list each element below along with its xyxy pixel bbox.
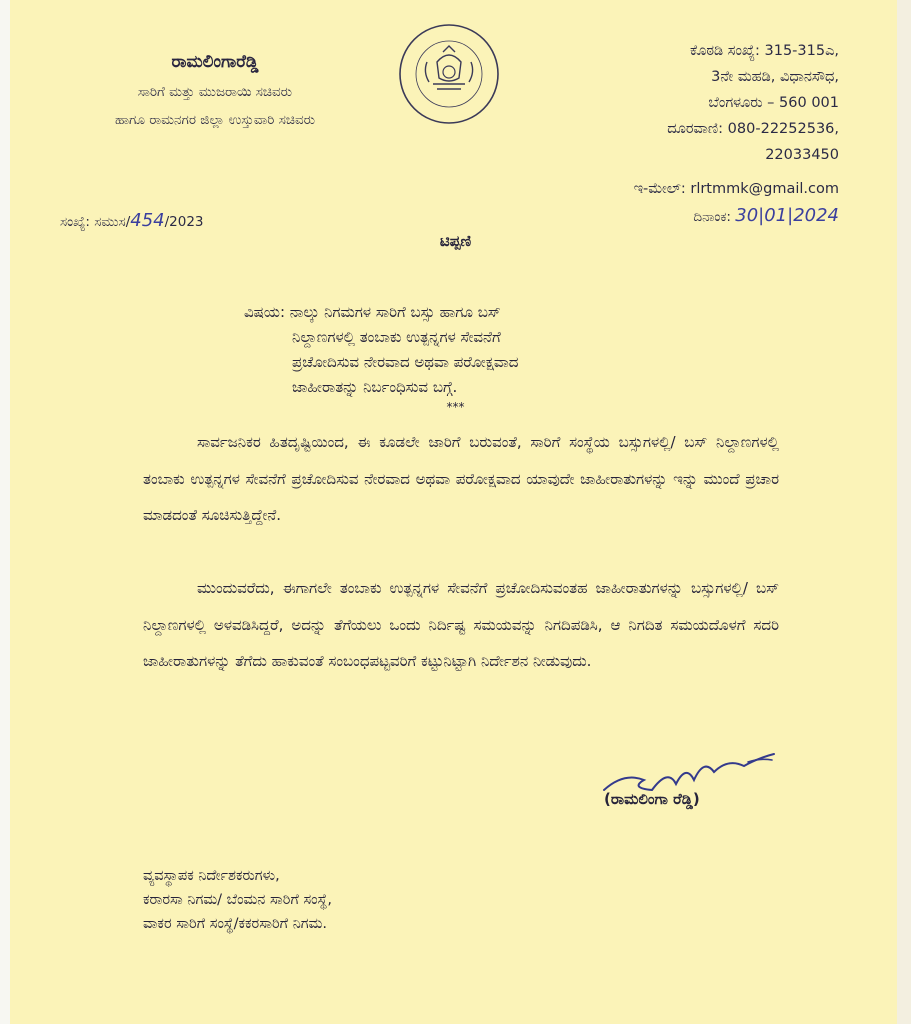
phone-number: ದೂರವಾಣಿ: 080-22252536, xyxy=(667,121,839,137)
body-paragraph-2: ಮುಂದುವರೆದು, ಈಗಾಗಲೇ ತಂಬಾಕು ಉತ್ಪನ್ನಗಳ ಸೇವನೆಗೆ ಪ್ರಚೋದಿಸುವಂತಹ ಜಾಹೀರಾತುಗಳನ್ನು ಬಸ್ಸುಗಳಲ್ಲಿ/ ಬಸ್ ನಿಲ್ದಾಣಗಳಲ್ಲಿ ಅಳವಡಿಸಿದ್ದರೆ, ಅದನ್ನು ತೆಗೆಯಲು ಒಂದು ನಿರ್ದಿಷ್ಟ ಸಮಯವನ್ನು ನಿಗದಿಪಡಿಸಿ, ಆ ನಿಗದಿತ ಸಮಯದೊಳಗೆ ಸದರಿ ಜಾಹೀರಾತುಗಳನ್ನು ತೆಗೆದು ಹಾಕುವಂತೆ ಸಂಬಂಧಪಟ್ಟವರಿಗೆ ಕಟ್ಟುನಿಟ್ಟಾಗಿ ನಿರ್ದೇಶನ ನೀಡುವುದು. xyxy=(143,579,779,670)
recipient-line-1: ವ್ಯವಸ್ಥಾಪಕ ನಿರ್ದೇಶಕರುಗಳು, xyxy=(143,868,280,884)
section-separator: *** xyxy=(446,400,465,414)
subject-line-4: ಜಾಹೀರಾತನ್ನು ನಿರ್ಬಂಧಿಸುವ ಬಗ್ಗೆ. xyxy=(292,378,458,396)
subject-line-1: ವಿಷಯ: ನಾಲ್ಕು ನಿಗಮಗಳ ಸಾರಿಗೆ ಬಸ್ಸು ಹಾಗೂ ಬಸ್ xyxy=(244,303,501,321)
recipient-line-3: ವಾಕರ ಸಾರಿಗೆ ಸಂಸ್ಥೆ/ಕಕರಸಾರಿಗೆ ನಿಗಮ. xyxy=(143,916,328,932)
reference-number xyxy=(60,210,204,231)
memo-date xyxy=(693,205,839,226)
letterhead-contact xyxy=(634,38,839,202)
date-handwritten-value: 30|01|2024 xyxy=(735,205,839,226)
subject-block xyxy=(244,300,518,400)
sender-designation-1: ಸಾರಿಗೆ ಮತ್ತು ಮುಜರಾಯಿ ಸಚಿವರು xyxy=(137,84,293,100)
date-label: ದಿನಾಂಕ: xyxy=(693,209,731,225)
document-title: ಟಿಪ್ಪಣಿ xyxy=(439,232,472,250)
signatory-name: (ರಾಮಲಿಂಗಾ ರೆಡ್ಡಿ) xyxy=(604,790,700,808)
subject-line-3: ಪ್ರಚೋದಿಸುವ ನೇರವಾದ ಅಥವಾ ಪರೋಕ್ಷವಾದ xyxy=(292,353,519,371)
subject-line-2: ನಿಲ್ದಾಣಗಳಲ್ಲಿ ತಂಬಾಕು ಉತ್ಪನ್ನಗಳ ಸೇವನೆಗೆ xyxy=(292,328,501,346)
scan-edge-right xyxy=(897,0,911,1024)
reference-year: /2023 xyxy=(164,214,204,230)
reference-handwritten-number: 454 xyxy=(130,210,165,231)
recipients-block xyxy=(143,864,332,936)
sender-designation-2: ಹಾಗೂ ರಾಮನಗರ ಜಿಲ್ಲಾ ಉಸ್ತುವಾರಿ ಸಚಿವರು xyxy=(114,112,316,128)
sender-name: ರಾಮಲಿಂಗಾರೆಡ್ಡಿ xyxy=(171,52,259,72)
reference-label: ಸಂಖ್ಯೆ: ಸಮುಸ/ xyxy=(60,214,131,230)
letterhead-sender xyxy=(0,52,430,128)
scan-edge-left xyxy=(0,0,10,1024)
email-address: ಇ-ಮೇಲ್: rlrtmmk@gmail.com xyxy=(633,181,839,197)
room-number: ಕೊಠಡಿ ಸಂಖ್ಯೆ: 315-315ಎ, xyxy=(689,43,839,59)
phone-number-2: 22033450 xyxy=(765,147,839,163)
floor-address: 3ನೇ ಮಹಡಿ, ವಿಧಾನಸೌಧ, xyxy=(711,69,839,85)
body-paragraph-1: ಸಾರ್ವಜನಿಕರ ಹಿತದೃಷ್ಟಿಯಿಂದ, ಈ ಕೂಡಲೇ ಜಾರಿಗೆ ಬರುವಂತೆ, ಸಾರಿಗೆ ಸಂಸ್ಥೆಯ ಬಸ್ಸುಗಳಲ್ಲಿ/ ಬಸ್ ನಿಲ್ದಾಣಗಳಲ್ಲಿ ತಂಬಾಕು ಉತ್ಪನ್ನಗಳ ಸೇವನೆಗೆ ಪ್ರಚೋದಿಸುವ ನೇರವಾದ ಅಥವಾ ಪರೋಕ್ಷವಾದ ಯಾವುದೇ ಜಾಹೀರಾತುಗಳನ್ನು ಇನ್ನು ಮುಂದೆ ಪ್ರಚಾರ ಮಾಡದಂತೆ ಸೂಚಿಸುತ್ತಿದ್ದೇನೆ. xyxy=(143,433,779,524)
recipient-line-2: ಕರಾರಸಾ ನಿಗಮ/ ಬೆಂಮನ ಸಾರಿಗೆ ಸಂಸ್ಥೆ, xyxy=(143,892,332,908)
karnataka-emblem-icon xyxy=(397,22,501,126)
city-pincode: ಬೆಂಗಳೂರು – 560 001 xyxy=(708,95,839,111)
